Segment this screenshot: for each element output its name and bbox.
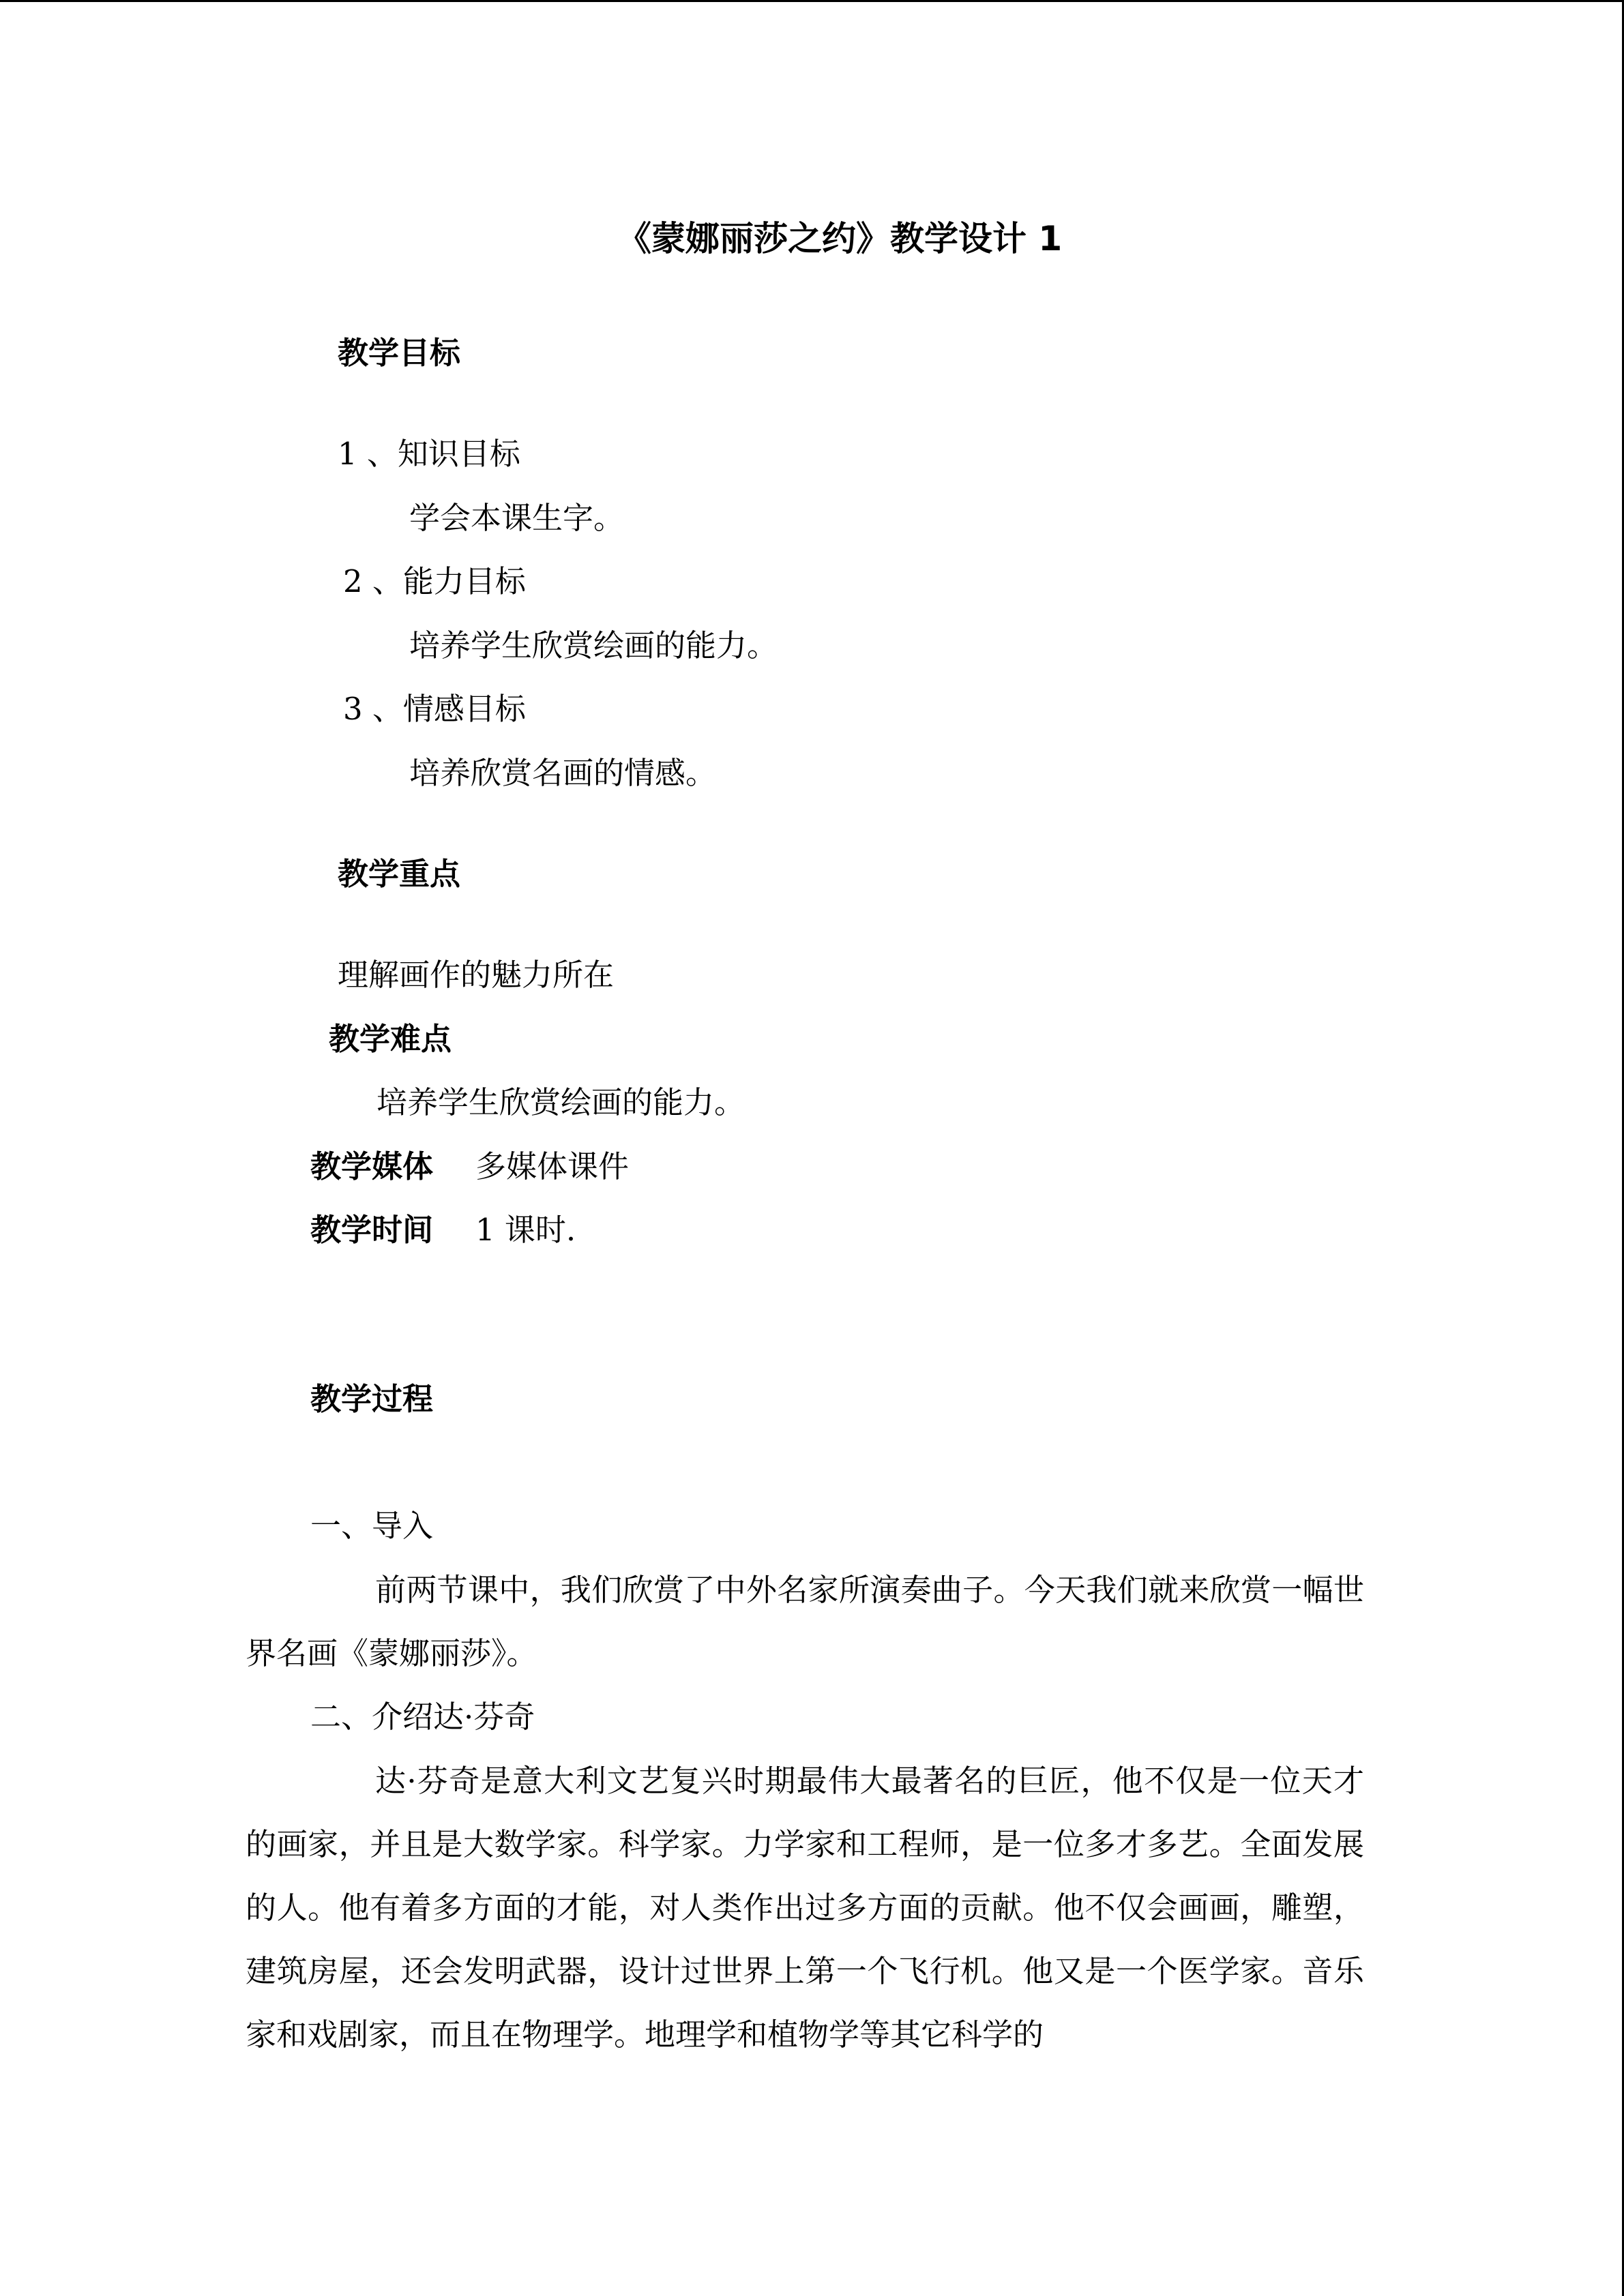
objective-1-detail: 学会本课生字。 — [409, 500, 625, 536]
objective-2-detail: 培养学生欣赏绘画的能力。 — [409, 627, 778, 664]
time-heading: 教学时间 — [310, 1212, 434, 1248]
section-davinci-text: 达·芬奇是意大利文艺复兴时期最伟大最著名的巨匠，他不仅是一位天才的画家，并且是大数学家。科学家。力学家和工程师，是一位多才多艺。全面发展的人。他有着多方面的才能，对人类作出过多方面的贡献。他不仅会画画，雕塑，建筑房屋，还会发明武器，设计过世界上第一个飞行机。他又是一个医学家。音乐家和戏剧家，而且在物理学。地理学和植物学等其它科学的 — [246, 1763, 1364, 2053]
objective-1-label: 1 、知识目标 — [338, 436, 520, 472]
objective-3-detail: 培养欣赏名画的情感。 — [409, 755, 717, 791]
section-davinci-paragraph — [246, 1749, 1364, 2066]
key-point-heading: 教学重点 — [338, 856, 461, 892]
objectives-heading: 教学目标 — [338, 335, 461, 371]
section-davinci-heading: 二、介绍达·芬奇 — [310, 1699, 535, 1735]
section-intro-paragraph — [246, 1558, 1364, 1685]
section-intro-text: 前两节课中，我们欣赏了中外名家所演奏曲子。今天我们就来欣赏一幅世界名画《蒙娜丽莎》。 — [246, 1572, 1364, 1671]
objective-3-label: 3 、情感目标 — [343, 691, 526, 727]
key-point-text: 理解画作的魅力所在 — [338, 957, 615, 993]
document-title: 《蒙娜丽莎之约》教学设计 1 — [617, 219, 1063, 258]
objective-2-label: 2 、能力目标 — [343, 563, 526, 599]
media-heading: 教学媒体 — [310, 1148, 434, 1184]
page-top-border — [0, 0, 1624, 2]
time-text: 1 课时. — [475, 1212, 576, 1248]
difficulty-text: 培养学生欣赏绘画的能力。 — [377, 1084, 745, 1120]
difficulty-heading: 教学难点 — [329, 1021, 452, 1057]
process-heading: 教学过程 — [310, 1381, 434, 1417]
section-intro-heading: 一、导入 — [310, 1508, 434, 1544]
media-text: 多媒体课件 — [475, 1148, 630, 1184]
